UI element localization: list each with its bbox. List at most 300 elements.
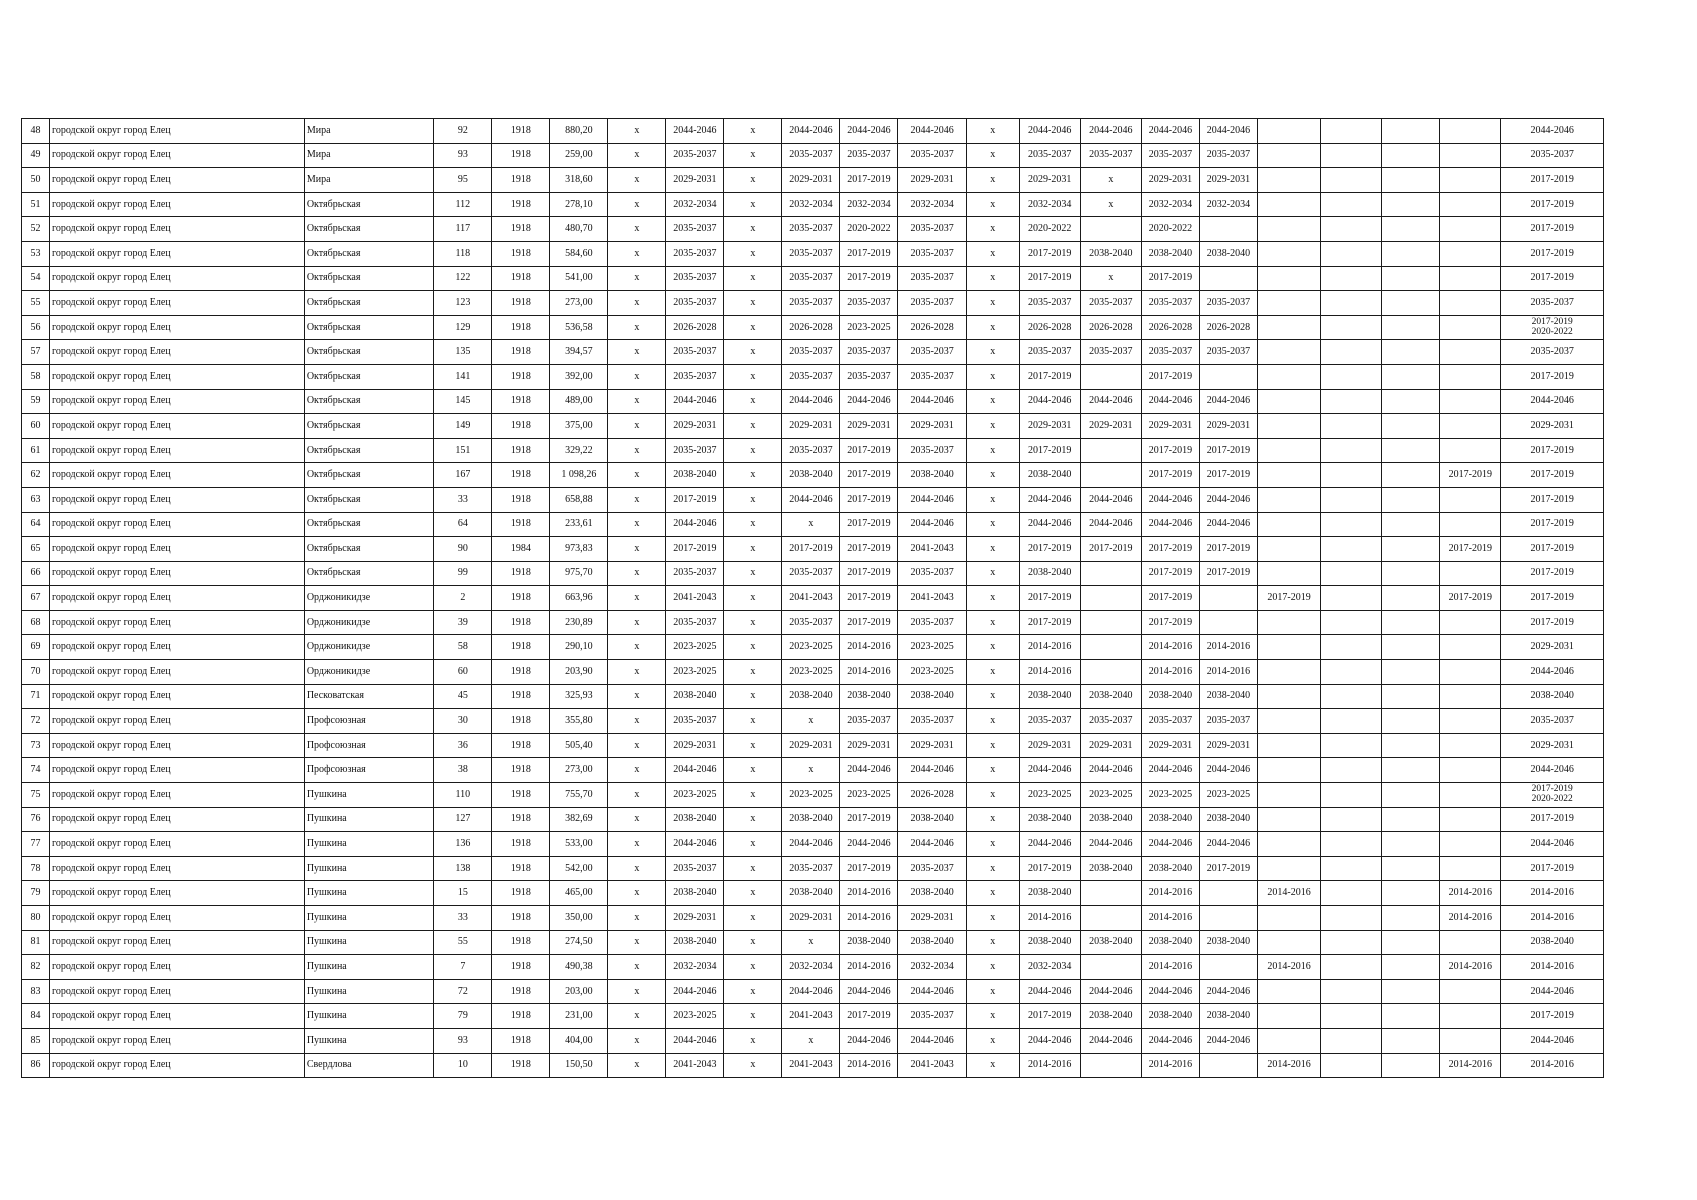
cell-street: Орджоникидзе [304,635,434,660]
cell-area: 230,89 [550,610,608,635]
table-row [22,241,1604,266]
cell-col-12: 2035-2037 [898,241,966,266]
cell-col-13: x [966,340,1019,365]
cell-col-8: 2035-2037 [666,241,724,266]
cell-col-10: x [782,930,840,955]
cell-col-11: 2017-2019 [840,512,898,537]
cell-col-8: 2035-2037 [666,143,724,168]
cell-col-19 [1321,856,1382,881]
cell-col-21 [1440,291,1501,316]
cell-street: Мира [304,143,434,168]
cell-col-21 [1440,414,1501,439]
cell-row-number: 70 [22,660,50,685]
cell-col-15 [1080,906,1141,931]
cell-col-16: 2035-2037 [1141,709,1199,734]
cell-col-7: x [608,832,666,857]
cell-street: Пушкина [304,856,434,881]
cell-col-15: x [1080,192,1141,217]
cell-house-number: 2 [434,586,492,611]
cell-col-20 [1382,856,1440,881]
cell-col-11: 2014-2016 [840,906,898,931]
cell-col-13: x [966,537,1019,562]
housing-schedule-table [21,118,1604,1078]
cell-col-14: 2038-2040 [1019,463,1080,488]
cell-street: Пушкина [304,930,434,955]
cell-col-8: 2038-2040 [666,807,724,832]
cell-col-16: 2014-2016 [1141,1053,1199,1078]
cell-col-10: 2044-2046 [782,389,840,414]
cell-col-17: 2038-2040 [1199,684,1257,709]
cell-col-14: 2044-2046 [1019,487,1080,512]
cell-year-built: 1918 [492,1028,550,1053]
cell-col-19 [1321,709,1382,734]
cell-col-11: 2014-2016 [840,1053,898,1078]
cell-col-12: 2029-2031 [898,733,966,758]
cell-street: Пушкина [304,1028,434,1053]
cell-col-16: 2014-2016 [1141,955,1199,980]
cell-col-20 [1382,143,1440,168]
cell-col-9: x [724,758,782,783]
cell-municipality: городской округ город Елец [49,364,304,389]
cell-house-number: 112 [434,192,492,217]
cell-overall-period: 2017-2019 [1501,266,1604,291]
cell-col-13: x [966,733,1019,758]
cell-col-20 [1382,315,1440,340]
cell-col-19 [1321,906,1382,931]
cell-col-14: 2017-2019 [1019,364,1080,389]
cell-year-built: 1918 [492,660,550,685]
cell-overall-period: 2014-2016 [1501,881,1604,906]
cell-col-7: x [608,881,666,906]
cell-col-12: 2044-2046 [898,512,966,537]
cell-col-9: x [724,266,782,291]
cell-col-11: 2029-2031 [840,414,898,439]
cell-house-number: 55 [434,930,492,955]
cell-year-built: 1918 [492,635,550,660]
table-row [22,807,1604,832]
cell-col-14: 2017-2019 [1019,1004,1080,1029]
cell-col-7: x [608,537,666,562]
cell-col-21 [1440,709,1501,734]
cell-overall-period: 2017-2019 [1501,610,1604,635]
cell-col-17: 2023-2025 [1199,783,1257,808]
cell-col-13: x [966,856,1019,881]
cell-col-15 [1080,463,1141,488]
cell-overall-period: 2029-2031 [1501,635,1604,660]
cell-col-9: x [724,438,782,463]
cell-col-21 [1440,635,1501,660]
cell-col-18 [1257,807,1320,832]
cell-col-11: 2014-2016 [840,635,898,660]
cell-col-8: 2038-2040 [666,881,724,906]
cell-col-18 [1257,438,1320,463]
cell-col-11: 2035-2037 [840,364,898,389]
cell-col-9: x [724,733,782,758]
cell-col-16: 2044-2046 [1141,389,1199,414]
cell-col-16: 2038-2040 [1141,856,1199,881]
cell-area: 278,10 [550,192,608,217]
cell-col-19 [1321,783,1382,808]
cell-overall-period: 2044-2046 [1501,832,1604,857]
cell-area: 318,60 [550,168,608,193]
cell-col-12: 2044-2046 [898,979,966,1004]
cell-col-18: 2014-2016 [1257,1053,1320,1078]
cell-municipality: городской округ город Елец [49,487,304,512]
cell-col-7: x [608,635,666,660]
cell-area: 404,00 [550,1028,608,1053]
cell-col-7: x [608,192,666,217]
cell-col-15 [1080,610,1141,635]
cell-area: 350,00 [550,906,608,931]
cell-col-12: 2038-2040 [898,463,966,488]
cell-house-number: 7 [434,955,492,980]
cell-col-16: 2038-2040 [1141,1004,1199,1029]
cell-col-18 [1257,684,1320,709]
cell-col-14: 2035-2037 [1019,340,1080,365]
cell-col-10: 2035-2037 [782,291,840,316]
cell-row-number: 64 [22,512,50,537]
cell-col-19 [1321,414,1382,439]
cell-col-20 [1382,807,1440,832]
cell-col-15: 2038-2040 [1080,807,1141,832]
cell-house-number: 145 [434,389,492,414]
cell-col-14: 2014-2016 [1019,660,1080,685]
cell-col-18 [1257,709,1320,734]
cell-col-16: 2038-2040 [1141,241,1199,266]
cell-area: 505,40 [550,733,608,758]
cell-street: Октябрьская [304,291,434,316]
cell-col-12: 2038-2040 [898,807,966,832]
cell-col-21 [1440,684,1501,709]
table-row [22,537,1604,562]
cell-row-number: 83 [22,979,50,1004]
cell-col-17 [1199,364,1257,389]
cell-house-number: 149 [434,414,492,439]
table-row [22,561,1604,586]
cell-col-14: 2044-2046 [1019,389,1080,414]
cell-col-9: x [724,684,782,709]
cell-col-9: x [724,783,782,808]
cell-house-number: 64 [434,512,492,537]
cell-overall-period: 2035-2037 [1501,709,1604,734]
cell-col-19 [1321,168,1382,193]
cell-col-16: 2023-2025 [1141,783,1199,808]
cell-area: 231,00 [550,1004,608,1029]
cell-col-20 [1382,389,1440,414]
cell-col-20 [1382,1053,1440,1078]
cell-col-9: x [724,856,782,881]
cell-col-19 [1321,438,1382,463]
cell-year-built: 1918 [492,930,550,955]
cell-area: 273,00 [550,758,608,783]
cell-col-12: 2023-2025 [898,660,966,685]
cell-col-19 [1321,217,1382,242]
cell-area: 465,00 [550,881,608,906]
cell-col-17: 2044-2046 [1199,487,1257,512]
cell-col-17: 2044-2046 [1199,512,1257,537]
cell-area: 375,00 [550,414,608,439]
cell-year-built: 1918 [492,783,550,808]
cell-col-16: 2017-2019 [1141,586,1199,611]
cell-col-19 [1321,537,1382,562]
cell-col-19 [1321,512,1382,537]
cell-overall-period: 2014-2016 [1501,1053,1604,1078]
cell-area: 355,80 [550,709,608,734]
cell-col-18 [1257,217,1320,242]
cell-municipality: городской округ город Елец [49,586,304,611]
cell-col-12: 2035-2037 [898,856,966,881]
cell-col-12: 2044-2046 [898,832,966,857]
cell-col-9: x [724,315,782,340]
cell-col-14: 2035-2037 [1019,291,1080,316]
cell-col-10: x [782,758,840,783]
cell-col-21 [1440,438,1501,463]
cell-col-17: 2044-2046 [1199,389,1257,414]
cell-col-12: 2044-2046 [898,487,966,512]
cell-row-number: 49 [22,143,50,168]
cell-col-15 [1080,217,1141,242]
cell-col-17: 2044-2046 [1199,1028,1257,1053]
cell-col-11: 2038-2040 [840,684,898,709]
cell-col-16: 2017-2019 [1141,438,1199,463]
cell-col-10: 2029-2031 [782,168,840,193]
cell-overall-period: 2029-2031 [1501,733,1604,758]
cell-col-18 [1257,463,1320,488]
cell-col-16: 2044-2046 [1141,979,1199,1004]
cell-col-19 [1321,364,1382,389]
cell-col-10: 2035-2037 [782,561,840,586]
cell-col-18: 2017-2019 [1257,586,1320,611]
cell-col-13: x [966,389,1019,414]
cell-row-number: 86 [22,1053,50,1078]
cell-col-15: 2026-2028 [1080,315,1141,340]
cell-municipality: городской округ город Елец [49,1053,304,1078]
cell-col-14: 2044-2046 [1019,512,1080,537]
cell-col-13: x [966,1053,1019,1078]
cell-col-21 [1440,832,1501,857]
cell-year-built: 1918 [492,512,550,537]
cell-col-19 [1321,1053,1382,1078]
cell-col-7: x [608,364,666,389]
cell-col-8: 2038-2040 [666,684,724,709]
cell-col-16: 2017-2019 [1141,266,1199,291]
cell-col-20 [1382,635,1440,660]
cell-col-14: 2014-2016 [1019,635,1080,660]
cell-street: Октябрьская [304,266,434,291]
cell-col-8: 2023-2025 [666,1004,724,1029]
cell-col-17: 2029-2031 [1199,733,1257,758]
table-row [22,783,1604,808]
cell-col-11: 2014-2016 [840,881,898,906]
cell-col-19 [1321,291,1382,316]
cell-col-15: 2038-2040 [1080,856,1141,881]
cell-street: Пушкина [304,881,434,906]
cell-col-10: 2029-2031 [782,414,840,439]
cell-col-16: 2014-2016 [1141,881,1199,906]
cell-year-built: 1918 [492,438,550,463]
cell-col-17: 2035-2037 [1199,143,1257,168]
cell-col-21 [1440,217,1501,242]
cell-year-built: 1918 [492,487,550,512]
cell-col-10: 2029-2031 [782,906,840,931]
cell-street: Пушкина [304,807,434,832]
cell-row-number: 75 [22,783,50,808]
cell-col-19 [1321,389,1382,414]
cell-col-12: 2035-2037 [898,266,966,291]
table-row [22,660,1604,685]
cell-col-8: 2023-2025 [666,783,724,808]
cell-area: 150,50 [550,1053,608,1078]
cell-year-built: 1918 [492,463,550,488]
cell-area: 203,00 [550,979,608,1004]
cell-row-number: 74 [22,758,50,783]
cell-col-12: 2038-2040 [898,881,966,906]
cell-col-16: 2020-2022 [1141,217,1199,242]
cell-col-12: 2044-2046 [898,1028,966,1053]
cell-house-number: 123 [434,291,492,316]
table-row [22,930,1604,955]
cell-row-number: 84 [22,1004,50,1029]
cell-street: Октябрьская [304,340,434,365]
cell-area: 880,20 [550,119,608,144]
cell-col-11: 2044-2046 [840,1028,898,1053]
cell-municipality: городской округ город Елец [49,979,304,1004]
cell-col-21 [1440,930,1501,955]
table-row [22,955,1604,980]
cell-col-21 [1440,783,1501,808]
cell-col-8: 2035-2037 [666,364,724,389]
cell-col-10: 2032-2034 [782,192,840,217]
cell-col-20 [1382,684,1440,709]
cell-street: Пушкина [304,906,434,931]
cell-col-10: 2035-2037 [782,143,840,168]
cell-col-16: 2035-2037 [1141,291,1199,316]
cell-street: Профсоюзная [304,733,434,758]
cell-row-number: 50 [22,168,50,193]
cell-col-11: 2017-2019 [840,487,898,512]
cell-row-number: 61 [22,438,50,463]
cell-col-13: x [966,758,1019,783]
cell-col-9: x [724,709,782,734]
cell-street: Октябрьская [304,217,434,242]
cell-col-16: 2044-2046 [1141,512,1199,537]
cell-col-7: x [608,463,666,488]
cell-col-7: x [608,709,666,734]
cell-col-13: x [966,315,1019,340]
cell-col-21: 2017-2019 [1440,463,1501,488]
cell-col-17 [1199,1053,1257,1078]
cell-house-number: 138 [434,856,492,881]
cell-col-11: 2017-2019 [840,537,898,562]
cell-municipality: городской округ город Елец [49,807,304,832]
cell-col-14: 2038-2040 [1019,684,1080,709]
cell-year-built: 1918 [492,610,550,635]
cell-col-15: x [1080,168,1141,193]
cell-col-7: x [608,438,666,463]
cell-col-20 [1382,192,1440,217]
cell-col-15 [1080,635,1141,660]
cell-overall-period: 2017-2019 [1501,364,1604,389]
cell-col-15 [1080,1053,1141,1078]
cell-house-number: 118 [434,241,492,266]
cell-col-8: 2032-2034 [666,192,724,217]
cell-year-built: 1918 [492,119,550,144]
cell-col-9: x [724,537,782,562]
cell-house-number: 45 [434,684,492,709]
cell-col-19 [1321,733,1382,758]
cell-col-20 [1382,906,1440,931]
cell-row-number: 80 [22,906,50,931]
cell-col-7: x [608,217,666,242]
cell-col-18 [1257,733,1320,758]
cell-street: Октябрьская [304,438,434,463]
cell-col-7: x [608,414,666,439]
table-row [22,733,1604,758]
table-body [22,119,1604,1078]
cell-overall-period: 2017-2019 2020-2022 [1501,783,1604,808]
cell-col-17: 2035-2037 [1199,709,1257,734]
cell-col-21 [1440,389,1501,414]
cell-overall-period: 2035-2037 [1501,143,1604,168]
cell-col-11: 2035-2037 [840,291,898,316]
cell-col-15: 2023-2025 [1080,783,1141,808]
cell-row-number: 60 [22,414,50,439]
table-row [22,709,1604,734]
cell-col-21 [1440,660,1501,685]
cell-municipality: городской округ город Елец [49,1004,304,1029]
cell-col-14: 2014-2016 [1019,1053,1080,1078]
cell-col-8: 2044-2046 [666,1028,724,1053]
cell-col-13: x [966,168,1019,193]
cell-house-number: 79 [434,1004,492,1029]
cell-row-number: 51 [22,192,50,217]
cell-overall-period: 2017-2019 [1501,856,1604,881]
cell-col-10: 2038-2040 [782,881,840,906]
cell-municipality: городской округ город Елец [49,168,304,193]
cell-col-20 [1382,414,1440,439]
cell-col-8: 2035-2037 [666,856,724,881]
cell-street: Мира [304,119,434,144]
cell-col-8: 2044-2046 [666,758,724,783]
cell-col-8: 2035-2037 [666,709,724,734]
cell-area: 490,38 [550,955,608,980]
cell-year-built: 1918 [492,906,550,931]
cell-col-11: 2023-2025 [840,315,898,340]
cell-municipality: городской округ город Елец [49,930,304,955]
cell-col-8: 2029-2031 [666,733,724,758]
cell-col-18 [1257,561,1320,586]
cell-municipality: городской округ город Елец [49,610,304,635]
cell-col-19 [1321,1004,1382,1029]
table-row [22,389,1604,414]
cell-col-19 [1321,266,1382,291]
cell-street: Орджоникидзе [304,610,434,635]
cell-col-14: 2017-2019 [1019,438,1080,463]
cell-col-7: x [608,856,666,881]
cell-col-12: 2029-2031 [898,168,966,193]
cell-col-13: x [966,684,1019,709]
cell-row-number: 57 [22,340,50,365]
cell-col-9: x [724,414,782,439]
cell-col-7: x [608,561,666,586]
cell-municipality: городской округ город Елец [49,463,304,488]
cell-col-9: x [724,241,782,266]
cell-municipality: городской округ город Елец [49,241,304,266]
cell-col-7: x [608,660,666,685]
cell-municipality: городской округ город Елец [49,1028,304,1053]
cell-col-12: 2029-2031 [898,414,966,439]
cell-col-15: 2035-2037 [1080,143,1141,168]
